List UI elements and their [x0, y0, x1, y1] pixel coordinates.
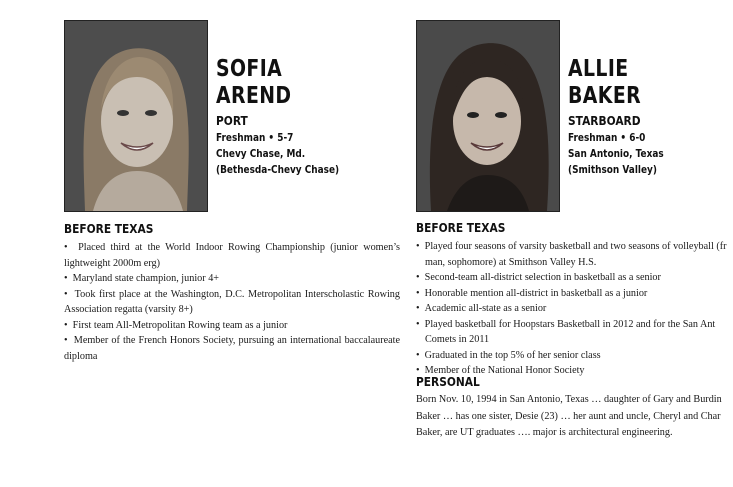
personal-line: Baker, are UT graduates …. major is architectural engineering. — [416, 427, 673, 438]
portrait-arend — [65, 21, 207, 211]
hometown: Chevy Chase, Md. — [216, 148, 306, 160]
list-item: • Member of the National Honor Society — [416, 363, 733, 379]
list-item: • Second-team all-district selection in basketball as a senior — [416, 270, 733, 286]
list-item: • Academic all-state as a senior — [416, 301, 733, 317]
athlete-position-arend: PORT — [216, 113, 248, 128]
athlete-name-arend — [216, 56, 292, 110]
personal-line: Baker … has one sister, Desie (23) … her aunt and uncle, Cheryl and Char — [416, 410, 721, 422]
list-item: • Maryland state champion, junior 4+ — [64, 271, 400, 287]
list-item: • Played four seasons of varsity basketball and two seasons of volleyball (fr man, sophomore) at Smithson Valley H.S. — [416, 239, 733, 270]
list-item: • Placed third at the World Indoor Rowing Championship (junior women’s lightweight 2000m erg) — [64, 240, 400, 271]
class-height: Freshman • 5-7 — [216, 132, 294, 144]
before-texas-list-arend — [64, 240, 400, 364]
list-item: • First team All-Metropolitan Rowing team as a junior — [64, 318, 400, 334]
portrait-baker — [417, 21, 559, 211]
list-item: • Played basketball for Hoopstars Basketball in 2012 and for the San Ant Comets in 2011 — [416, 317, 733, 348]
hometown: San Antonio, Texas — [568, 148, 664, 160]
personal-line: Born Nov. 10, 1994 in San Antonio, Texas … daughter of Gary and Burdin — [416, 394, 722, 405]
high-school: (Smithson Valley) — [568, 164, 657, 176]
first-name: SOFIA — [216, 56, 283, 82]
athlete-position-baker: STARBOARD — [568, 113, 641, 128]
high-school: (Bethesda-Chevy Chase) — [216, 164, 340, 176]
list-item: • Honorable mention all-district in basketball as a junior — [416, 286, 733, 302]
list-item: • Took first place at the Washington, D.C. Metropolitan Interscholastic Rowing Association regatta (varsity 8+) — [64, 287, 400, 318]
last-name: AREND — [216, 83, 292, 109]
athlete-info-baker — [568, 130, 664, 178]
list-item: • Member of the French Honors Society, pursuing an international baccalaureate diploma — [64, 333, 400, 364]
list-item: • Graduated in the top 5% of her senior class — [416, 348, 733, 364]
before-texas-list-baker — [416, 239, 733, 379]
class-height: Freshman • 6-0 — [568, 132, 646, 144]
athlete-photo-baker — [416, 20, 560, 212]
athlete-info-arend — [216, 130, 339, 178]
last-name: BAKER — [568, 83, 642, 109]
first-name: ALLIE — [568, 56, 629, 82]
before-texas-heading-arend: BEFORE TEXAS — [64, 221, 154, 236]
personal-heading-baker: PERSONAL — [416, 374, 480, 389]
athlete-photo-arend — [64, 20, 208, 212]
athlete-name-baker — [568, 56, 641, 110]
before-texas-heading-baker: BEFORE TEXAS — [416, 220, 506, 235]
personal-text-baker — [416, 392, 733, 442]
